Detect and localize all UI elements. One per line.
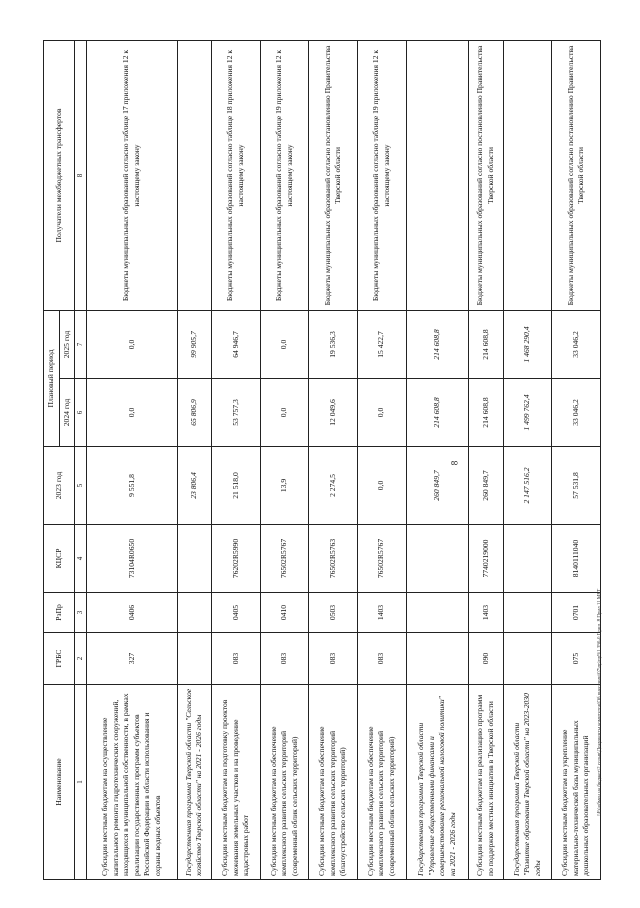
cell-y2023: 57 531,8	[552, 447, 601, 525]
cell-grbs: 083	[212, 633, 261, 685]
footer-path: \\Fs\обмен на бюджет\2 созыв\Документы комитетов\Об внесении\07\пр\пр9\1 390-0 Прил. 8 Прил 11 МБТ	[597, 588, 603, 816]
cell-ksr: 73104R0650	[86, 525, 177, 593]
column-number: 6	[75, 379, 87, 447]
cell-recipients: Бюджеты муниципальных образований согласно постановлению Правительства Тверской области	[309, 41, 358, 311]
cell-y2024: 33 046,2	[552, 379, 601, 447]
budget-table-rotated	[43, 40, 601, 880]
cell-y2023: 13,9	[260, 447, 309, 525]
table-row	[469, 41, 504, 880]
cell-rzpr: 0406	[86, 593, 177, 633]
header-plan-period: Плановый период	[44, 311, 60, 447]
cell-rzpr	[406, 593, 469, 633]
cell-recipients: Бюджеты муниципальных образований согласно таблице 19 приложения 12 к настоящему закону	[260, 41, 309, 311]
cell-y2023: 260 849,7	[406, 447, 469, 525]
header-recipients: Получатели межбюджетных трансфертов	[44, 41, 75, 311]
column-number: 1	[75, 685, 87, 880]
cell-grbs: 075	[552, 633, 601, 685]
cell-name: Субсидии местным бюджетам на обеспечение комплексного развития сельских территорий (современный облик сельских территорий)	[357, 685, 406, 880]
header-row-1	[44, 41, 60, 880]
column-number: 3	[75, 593, 87, 633]
cell-y2025: 214 608,8	[469, 311, 504, 379]
cell-recipients	[177, 41, 212, 311]
cell-recipients: Бюджеты муниципальных образований согласно постановлению Правительства Тверской области	[552, 41, 601, 311]
cell-y2025: 19 536,3	[309, 311, 358, 379]
cell-rzpr	[177, 593, 212, 633]
cell-grbs: 083	[260, 633, 309, 685]
cell-ksr: 8140111040	[552, 525, 601, 593]
cell-name: Субсидии местным бюджетам на осуществление капитального ремонта гидротехнических сооружений, находящихся в муниципальной собственности, в рамках реализации государственных программ субъектов Российской Федерации в области использования и охраны водных объектов	[86, 685, 177, 880]
table-row	[86, 41, 177, 880]
table-row	[503, 41, 552, 880]
cell-recipients	[503, 41, 552, 311]
cell-grbs: 083	[309, 633, 358, 685]
cell-y2025: 99 905,7	[177, 311, 212, 379]
cell-recipients: Бюджеты муниципальных образований согласно постановлению Правительства Тверской области	[469, 41, 504, 311]
table-row	[357, 41, 406, 880]
cell-grbs	[503, 633, 552, 685]
table-row	[177, 41, 212, 880]
cell-name: Субсидии местным бюджетам на подготовку проектов межевания земельных участков и на проведение кадастровых работ	[212, 685, 261, 880]
cell-name: Субсидии местным бюджетам на укрепление материально-технической базы муниципальных дошкольных образовательных организаций	[552, 685, 601, 880]
cell-rzpr: 0503	[309, 593, 358, 633]
cell-name: Государственная программа Тверской области "Управление общественными финансами и совершенствование региональной налоговой политики" на 2021 - 2026 годы	[406, 685, 469, 880]
cell-name: Государственная программа Тверской области "Сельское хозяйство Тверской области" на 2021 - 2026 годы	[177, 685, 212, 880]
cell-grbs: 327	[86, 633, 177, 685]
table-row	[406, 41, 469, 880]
cell-y2025: 0,0	[86, 311, 177, 379]
cell-ksr	[177, 525, 212, 593]
cell-y2023: 9 551,8	[86, 447, 177, 525]
cell-y2023: 2 274,5	[309, 447, 358, 525]
cell-ksr: 76502R5767	[260, 525, 309, 593]
column-number: 7	[75, 311, 87, 379]
header-grbs: ГРБС	[44, 633, 75, 685]
cell-rzpr: 0405	[212, 593, 261, 633]
cell-grbs	[406, 633, 469, 685]
cell-recipients: Бюджеты муниципальных образований согласно таблице 17 приложения 12 к настоящему закону	[86, 41, 177, 311]
column-number: 5	[75, 447, 87, 525]
cell-y2024: 214 608,8	[406, 379, 469, 447]
header-rzpr: РзПр	[44, 593, 75, 633]
column-number: 4	[75, 525, 87, 593]
column-number: 8	[75, 41, 87, 311]
cell-rzpr: 1403	[357, 593, 406, 633]
table-row	[212, 41, 261, 880]
table-row	[309, 41, 358, 880]
cell-y2025: 15 422,7	[357, 311, 406, 379]
header-ksr: КЦСР	[44, 525, 75, 593]
page-number: 8	[449, 460, 460, 466]
cell-ksr: 76502R5767	[357, 525, 406, 593]
cell-y2024: 12 049,6	[309, 379, 358, 447]
cell-y2025: 33 046,2	[552, 311, 601, 379]
table-row	[552, 41, 601, 880]
cell-name: Субсидии местным бюджетам на реализацию программ по поддержке местных инициатив в Тверской области	[469, 685, 504, 880]
cell-ksr: 76202R5990	[212, 525, 261, 593]
cell-recipients: Бюджеты муниципальных образований согласно таблице 18 приложения 12 к настоящему закону	[212, 41, 261, 311]
budget-table	[43, 40, 601, 880]
cell-name: Государственная программа Тверской области "Развитие образования Тверской области" на 2023-2030 годы	[503, 685, 552, 880]
cell-rzpr: 1403	[469, 593, 504, 633]
cell-y2023: 2 147 516,2	[503, 447, 552, 525]
cell-y2023: 0,0	[357, 447, 406, 525]
cell-rzpr	[503, 593, 552, 633]
cell-recipients	[406, 41, 469, 311]
cell-y2024: 53 757,3	[212, 379, 261, 447]
cell-y2024: 214 608,8	[469, 379, 504, 447]
table-row	[260, 41, 309, 880]
header-name: Наименование	[44, 685, 75, 880]
cell-y2025: 0,0	[260, 311, 309, 379]
cell-grbs	[177, 633, 212, 685]
cell-y2024: 0,0	[86, 379, 177, 447]
cell-rzpr: 0701	[552, 593, 601, 633]
cell-ksr: 7740219000	[469, 525, 504, 593]
cell-name: Субсидии местным бюджетам на обеспечение комплексного развития сельских территорий (современный облик сельских территорий)	[260, 685, 309, 880]
header-2024: 2024 год	[59, 379, 75, 447]
cell-y2024: 0,0	[357, 379, 406, 447]
header-2023: 2023 год	[44, 447, 75, 525]
header-2025: 2025 год	[59, 311, 75, 379]
cell-ksr	[503, 525, 552, 593]
cell-y2024: 1 499 762,4	[503, 379, 552, 447]
column-number: 2	[75, 633, 87, 685]
cell-y2025: 1 468 290,4	[503, 311, 552, 379]
cell-grbs: 083	[357, 633, 406, 685]
cell-y2024: 65 806,9	[177, 379, 212, 447]
cell-grbs: 090	[469, 633, 504, 685]
cell-name: Субсидии местным бюджетам на обеспечение комплексного развития сельских территорий (благоустройство сельских территорий)	[309, 685, 358, 880]
cell-y2023: 260 849,7	[469, 447, 504, 525]
column-number-row	[75, 41, 87, 880]
cell-recipients: Бюджеты муниципальных образований согласно таблице 19 приложения 12 к настоящему закону	[357, 41, 406, 311]
cell-ksr	[406, 525, 469, 593]
cell-rzpr: 0410	[260, 593, 309, 633]
cell-y2025: 214 608,8	[406, 311, 469, 379]
cell-ksr: 76502R5763	[309, 525, 358, 593]
cell-y2023: 23 806,4	[177, 447, 212, 525]
cell-y2025: 64 946,7	[212, 311, 261, 379]
cell-y2023: 21 518,0	[212, 447, 261, 525]
cell-y2024: 0,0	[260, 379, 309, 447]
